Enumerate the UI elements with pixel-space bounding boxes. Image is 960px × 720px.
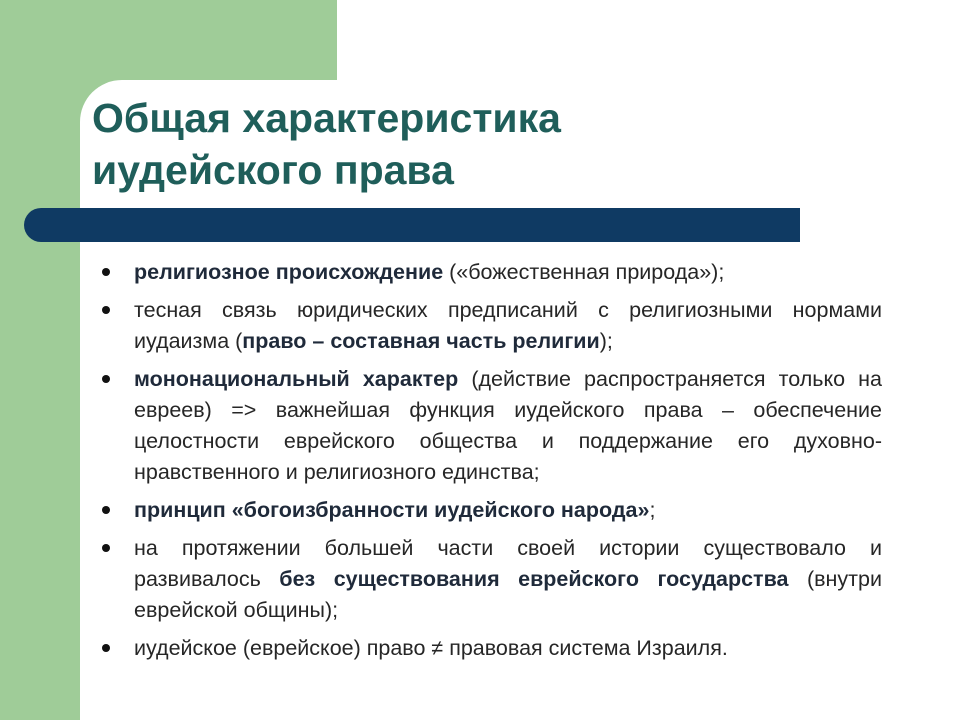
bullet-dot-icon	[102, 644, 110, 652]
bullet-text-bold: без существования еврейского государства	[279, 567, 789, 591]
bullet-text: (внутри еврейской общины);	[134, 567, 882, 622]
bullet-item	[102, 295, 882, 357]
bullet-dot-icon	[102, 268, 110, 276]
bullet-list	[102, 257, 882, 664]
bullet-text-bold: право – составная часть религии	[242, 329, 600, 353]
decor-left-strip	[0, 245, 80, 720]
bullet-text-bold: принцип «богоизбранности иудейского народа»	[134, 498, 650, 522]
bullet-text: ;	[649, 498, 656, 522]
title-underline-bar	[24, 208, 800, 242]
bullet-dot-icon	[102, 544, 110, 552]
bullet-text: иудейское (еврейское) право ≠ правовая система Израиля.	[134, 636, 728, 660]
bullet-item	[102, 257, 882, 288]
bullet-dot-icon	[102, 375, 110, 383]
bullet-text: );	[599, 329, 613, 353]
bullet-text: («божественная природа»);	[443, 260, 725, 284]
bullet-item	[102, 633, 882, 664]
bullet-text: (действие распространяется только на евреев) => важнейшая функция иудейского права – обеспечение целостности еврейского общества и поддержание его духовно-нравственного и религиозного единства;	[134, 367, 882, 484]
title-line-2: иудейского права	[92, 147, 454, 193]
bullet-item	[102, 364, 882, 488]
slide-title	[92, 92, 792, 196]
bullet-text: на протяжении большей части своей истории существовало и развивалось	[134, 536, 882, 591]
bullet-dot-icon	[102, 306, 110, 314]
bullet-dot-icon	[102, 506, 110, 514]
bullet-item	[102, 495, 882, 526]
title-line-1: Общая характеристика	[92, 95, 561, 141]
bullet-text-bold: мононациональный характер	[134, 367, 459, 391]
bullet-item	[102, 533, 882, 626]
bullet-text: тесная связь юридических предписаний с религиозными нормами иудаизма (	[134, 298, 882, 353]
bullet-text-bold: религиозное происхождение	[134, 260, 444, 284]
